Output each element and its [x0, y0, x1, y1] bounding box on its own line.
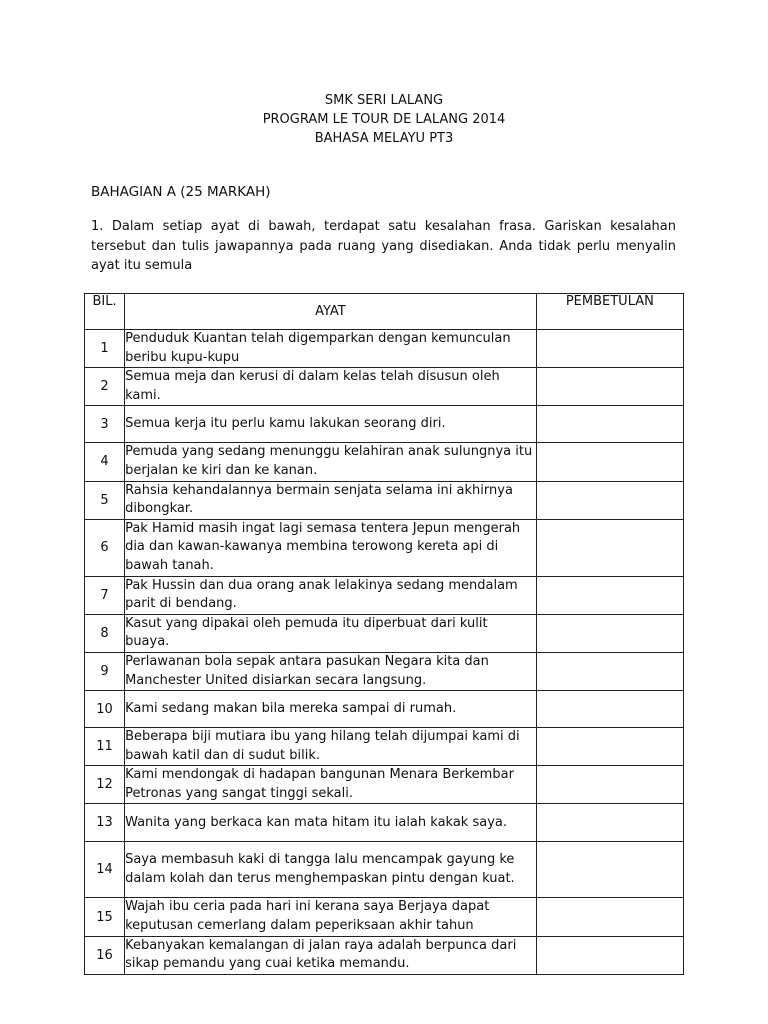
- correction-cell[interactable]: [536, 691, 683, 728]
- correction-cell[interactable]: [536, 368, 683, 406]
- table-row: [85, 406, 684, 443]
- program-title: PROGRAM LE TOUR DE LALANG 2014: [262, 112, 506, 127]
- correction-cell[interactable]: [536, 443, 683, 481]
- document-header: [0, 91, 768, 148]
- table-row: [85, 519, 684, 576]
- table-row: [85, 691, 684, 728]
- school-name: SMK SERI LALANG: [324, 93, 444, 108]
- correction-cell[interactable]: [536, 406, 683, 443]
- table-row: [85, 766, 684, 804]
- row-number: 1: [85, 330, 125, 368]
- correction-cell[interactable]: [536, 519, 683, 576]
- correction-cell[interactable]: [536, 804, 683, 842]
- correction-cell[interactable]: [536, 330, 683, 368]
- row-number: 13: [85, 804, 125, 842]
- header-bil: [85, 294, 125, 330]
- row-number: 6: [85, 519, 125, 576]
- row-number: 16: [85, 936, 125, 974]
- section-title: BAHAGIAN A (25 MARKAH): [91, 184, 271, 200]
- correction-cell[interactable]: [536, 576, 683, 614]
- answer-table: [84, 293, 684, 975]
- correction-cell[interactable]: [536, 936, 683, 974]
- table-row: [85, 728, 684, 766]
- row-sentence: Wanita yang berkaca kan mata hitam itu ialah kakak saya.: [125, 804, 537, 842]
- table-row: [85, 652, 684, 690]
- header-bil-label: BIL.: [92, 294, 117, 309]
- table-row: [85, 936, 684, 974]
- row-sentence: Kebanyakan kemalangan di jalan raya adalah berpunca dari sikap pemandu yang cuai ketika memandu.: [125, 936, 537, 974]
- row-sentence: Wajah ibu ceria pada hari ini kerana saya Berjaya dapat keputusan cemerlang dalam peperiksaan akhir tahun: [125, 898, 537, 936]
- row-sentence: Penduduk Kuantan telah digemparkan dengan kemunculan beribu kupu-kupu: [125, 330, 537, 368]
- row-number: 9: [85, 652, 125, 690]
- instruction-text: 1. Dalam setiap ayat di bawah, terdapat satu kesalahan frasa. Gariskan kesalahan tersebut dan tulis jawapannya pada ruang yang disediakan. Anda tidak perlu menyalin ayat itu semula: [91, 219, 676, 273]
- row-number: 2: [85, 368, 125, 406]
- row-sentence: Kami mendongak di hadapan bangunan Menara Berkembar Petronas yang sangat tinggi sekali.: [125, 766, 537, 804]
- table-row: [85, 614, 684, 652]
- correction-cell[interactable]: [536, 898, 683, 936]
- table-row: [85, 443, 684, 481]
- row-sentence: Pemuda yang sedang menunggu kelahiran anak sulungnya itu berjalan ke kiri dan ke kanan.: [125, 443, 537, 481]
- correction-cell[interactable]: [536, 481, 683, 519]
- table-row: [85, 804, 684, 842]
- correction-cell[interactable]: [536, 766, 683, 804]
- row-number: 10: [85, 691, 125, 728]
- subject-title: BAHASA MELAYU PT3: [314, 131, 454, 146]
- table-row: [85, 898, 684, 936]
- row-sentence: Kasut yang dipakai oleh pemuda itu diperbuat dari kulit buaya.: [125, 614, 537, 652]
- header-pembetulan: PEMBETULAN: [536, 294, 683, 330]
- row-sentence: Semua meja dan kerusi di dalam kelas telah disusun oleh kami.: [125, 368, 537, 406]
- correction-cell[interactable]: [536, 614, 683, 652]
- correction-cell[interactable]: [536, 842, 683, 898]
- row-number: 15: [85, 898, 125, 936]
- row-sentence: Pak Hamid masih ingat lagi semasa tentera Jepun mengerah dia dan kawan-kawanya membina terowong kereta api di bawah tanah.: [125, 519, 537, 576]
- row-sentence: Beberapa biji mutiara ibu yang hilang telah dijumpai kami di bawah katil dan di sudut bilik.: [125, 728, 537, 766]
- row-sentence: Pak Hussin dan dua orang anak lelakinya sedang mendalam parit di bendang.: [125, 576, 537, 614]
- row-number: 5: [85, 481, 125, 519]
- row-sentence: Semua kerja itu perlu kamu lakukan seorang diri.: [125, 406, 537, 443]
- table-row: [85, 842, 684, 898]
- correction-cell[interactable]: [536, 728, 683, 766]
- row-sentence: Kami sedang makan bila mereka sampai di rumah.: [125, 691, 537, 728]
- row-number: 7: [85, 576, 125, 614]
- correction-cell[interactable]: [536, 652, 683, 690]
- row-sentence: Rahsia kehandalannya bermain senjata selama ini akhirnya dibongkar.: [125, 481, 537, 519]
- row-number: 8: [85, 614, 125, 652]
- table-row: [85, 576, 684, 614]
- table-row: [85, 368, 684, 406]
- row-number: 12: [85, 766, 125, 804]
- row-number: 11: [85, 728, 125, 766]
- row-number: 4: [85, 443, 125, 481]
- row-number: 3: [85, 406, 125, 443]
- row-number: 14: [85, 842, 125, 898]
- row-sentence: Perlawanan bola sepak antara pasukan Negara kita dan Manchester United disiarkan secara langsung.: [125, 652, 537, 690]
- header-ayat: AYAT: [125, 294, 537, 330]
- table-header-row: [85, 294, 684, 330]
- row-sentence: Saya membasuh kaki di tangga lalu mencampak gayung ke dalam kolah dan terus menghempaskan pintu dengan kuat.: [125, 842, 537, 898]
- table-row: [85, 330, 684, 368]
- table-row: [85, 481, 684, 519]
